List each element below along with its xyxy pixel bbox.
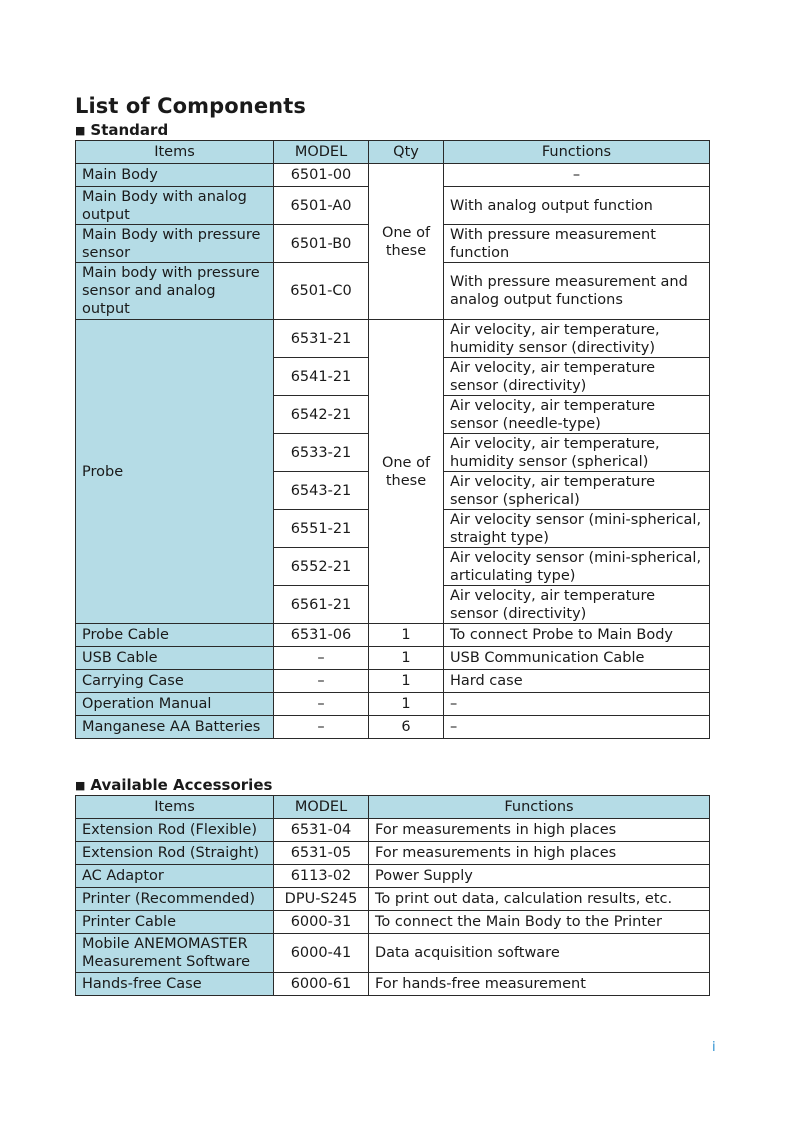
item-cell: Mobile ANEMOMASTER Measurement Software	[76, 934, 274, 973]
model-cell: 6000-41	[274, 934, 369, 973]
header-model: MODEL	[274, 141, 369, 164]
model-cell: 6543-21	[274, 472, 369, 510]
function-cell: Air velocity, air temperature, humidity sensor (directivity)	[444, 320, 710, 358]
function-cell: Air velocity, air temperature sensor (needle-type)	[444, 396, 710, 434]
function-cell: Air velocity sensor (mini-spherical, straight type)	[444, 510, 710, 548]
page-title: List of Components	[75, 94, 306, 118]
function-cell: Hard case	[444, 670, 710, 693]
table-row	[76, 693, 710, 716]
header-functions: Functions	[369, 796, 710, 819]
model-cell: 6542-21	[274, 396, 369, 434]
item-cell: Main body with pressure sensor and analog output	[76, 263, 274, 320]
table-row	[76, 865, 710, 888]
function-cell: Air velocity sensor (mini-spherical, articulating type)	[444, 548, 710, 586]
header-model: MODEL	[274, 796, 369, 819]
accessories-table	[75, 795, 710, 996]
table-header-row	[76, 796, 710, 819]
item-cell: Printer Cable	[76, 911, 274, 934]
model-cell: –	[274, 647, 369, 670]
model-cell: 6113-02	[274, 865, 369, 888]
header-items: Items	[76, 796, 274, 819]
model-cell: 6552-21	[274, 548, 369, 586]
function-cell: For measurements in high places	[369, 819, 710, 842]
section-heading-accessories	[75, 776, 272, 794]
table-row	[76, 819, 710, 842]
function-cell: With pressure measurement and analog output functions	[444, 263, 710, 320]
item-cell: Operation Manual	[76, 693, 274, 716]
item-cell: Manganese AA Batteries	[76, 716, 274, 739]
model-cell: 6501-C0	[274, 263, 369, 320]
qty-cell: 1	[369, 693, 444, 716]
model-cell: 6501-A0	[274, 187, 369, 225]
function-cell: Power Supply	[369, 865, 710, 888]
section-heading-accessories-text: Available Accessories	[90, 776, 273, 794]
item-cell: AC Adaptor	[76, 865, 274, 888]
model-cell: –	[274, 670, 369, 693]
table-row	[76, 888, 710, 911]
item-cell: Main Body	[76, 164, 274, 187]
item-cell: Extension Rod (Flexible)	[76, 819, 274, 842]
header-functions: Functions	[444, 141, 710, 164]
item-cell: Carrying Case	[76, 670, 274, 693]
model-cell: 6533-21	[274, 434, 369, 472]
table-row	[76, 716, 710, 739]
section-heading-standard	[75, 121, 168, 139]
model-cell: 6551-21	[274, 510, 369, 548]
qty-cell: 1	[369, 647, 444, 670]
model-cell: DPU-S245	[274, 888, 369, 911]
function-cell: For hands-free measurement	[369, 973, 710, 996]
qty-cell: 1	[369, 624, 444, 647]
function-cell: To connect the Main Body to the Printer	[369, 911, 710, 934]
model-cell: 6561-21	[274, 586, 369, 624]
table-row	[76, 647, 710, 670]
item-cell: Extension Rod (Straight)	[76, 842, 274, 865]
header-items: Items	[76, 141, 274, 164]
item-cell-probe: Probe	[76, 320, 274, 624]
function-cell: To connect Probe to Main Body	[444, 624, 710, 647]
function-cell: Air velocity, air temperature sensor (directivity)	[444, 586, 710, 624]
table-row	[76, 842, 710, 865]
function-cell: Air velocity, air temperature, humidity sensor (spherical)	[444, 434, 710, 472]
table-row	[76, 164, 710, 187]
function-cell: Data acquisition software	[369, 934, 710, 973]
table-row	[76, 320, 710, 358]
function-cell: For measurements in high places	[369, 842, 710, 865]
square-bullet-icon: ■	[75, 779, 86, 792]
item-cell: Printer (Recommended)	[76, 888, 274, 911]
model-cell: 6541-21	[274, 358, 369, 396]
table-row	[76, 911, 710, 934]
function-cell: To print out data, calculation results, etc.	[369, 888, 710, 911]
model-cell: 6501-B0	[274, 225, 369, 263]
item-cell: USB Cable	[76, 647, 274, 670]
function-cell: –	[444, 164, 710, 187]
item-cell: Main Body with analog output	[76, 187, 274, 225]
model-cell: 6531-06	[274, 624, 369, 647]
standard-components-table	[75, 140, 710, 739]
function-cell: –	[444, 693, 710, 716]
model-cell: 6531-21	[274, 320, 369, 358]
function-cell: With pressure measurement function	[444, 225, 710, 263]
page-number: i	[712, 1040, 716, 1055]
item-cell: Hands-free Case	[76, 973, 274, 996]
table-row	[76, 934, 710, 973]
qty-cell-main-body: One of these	[369, 164, 444, 320]
model-cell: –	[274, 693, 369, 716]
square-bullet-icon: ■	[75, 124, 86, 137]
qty-cell: 1	[369, 670, 444, 693]
table-row	[76, 624, 710, 647]
model-cell: 6531-05	[274, 842, 369, 865]
function-cell: Air velocity, air temperature sensor (spherical)	[444, 472, 710, 510]
model-cell: 6000-31	[274, 911, 369, 934]
model-cell: 6000-61	[274, 973, 369, 996]
model-cell: –	[274, 716, 369, 739]
function-cell: Air velocity, air temperature sensor (directivity)	[444, 358, 710, 396]
table-header-row	[76, 141, 710, 164]
header-qty: Qty	[369, 141, 444, 164]
function-cell: With analog output function	[444, 187, 710, 225]
section-heading-standard-text: Standard	[90, 121, 169, 139]
qty-cell-probe: One of these	[369, 320, 444, 624]
item-text: Main Body with pressure sensor	[82, 226, 261, 261]
function-cell: USB Communication Cable	[444, 647, 710, 670]
function-cell: –	[444, 716, 710, 739]
model-cell: 6531-04	[274, 819, 369, 842]
model-cell: 6501-00	[274, 164, 369, 187]
qty-cell: 6	[369, 716, 444, 739]
table-row	[76, 973, 710, 996]
item-cell	[76, 225, 274, 263]
item-cell: Probe Cable	[76, 624, 274, 647]
table-row	[76, 670, 710, 693]
